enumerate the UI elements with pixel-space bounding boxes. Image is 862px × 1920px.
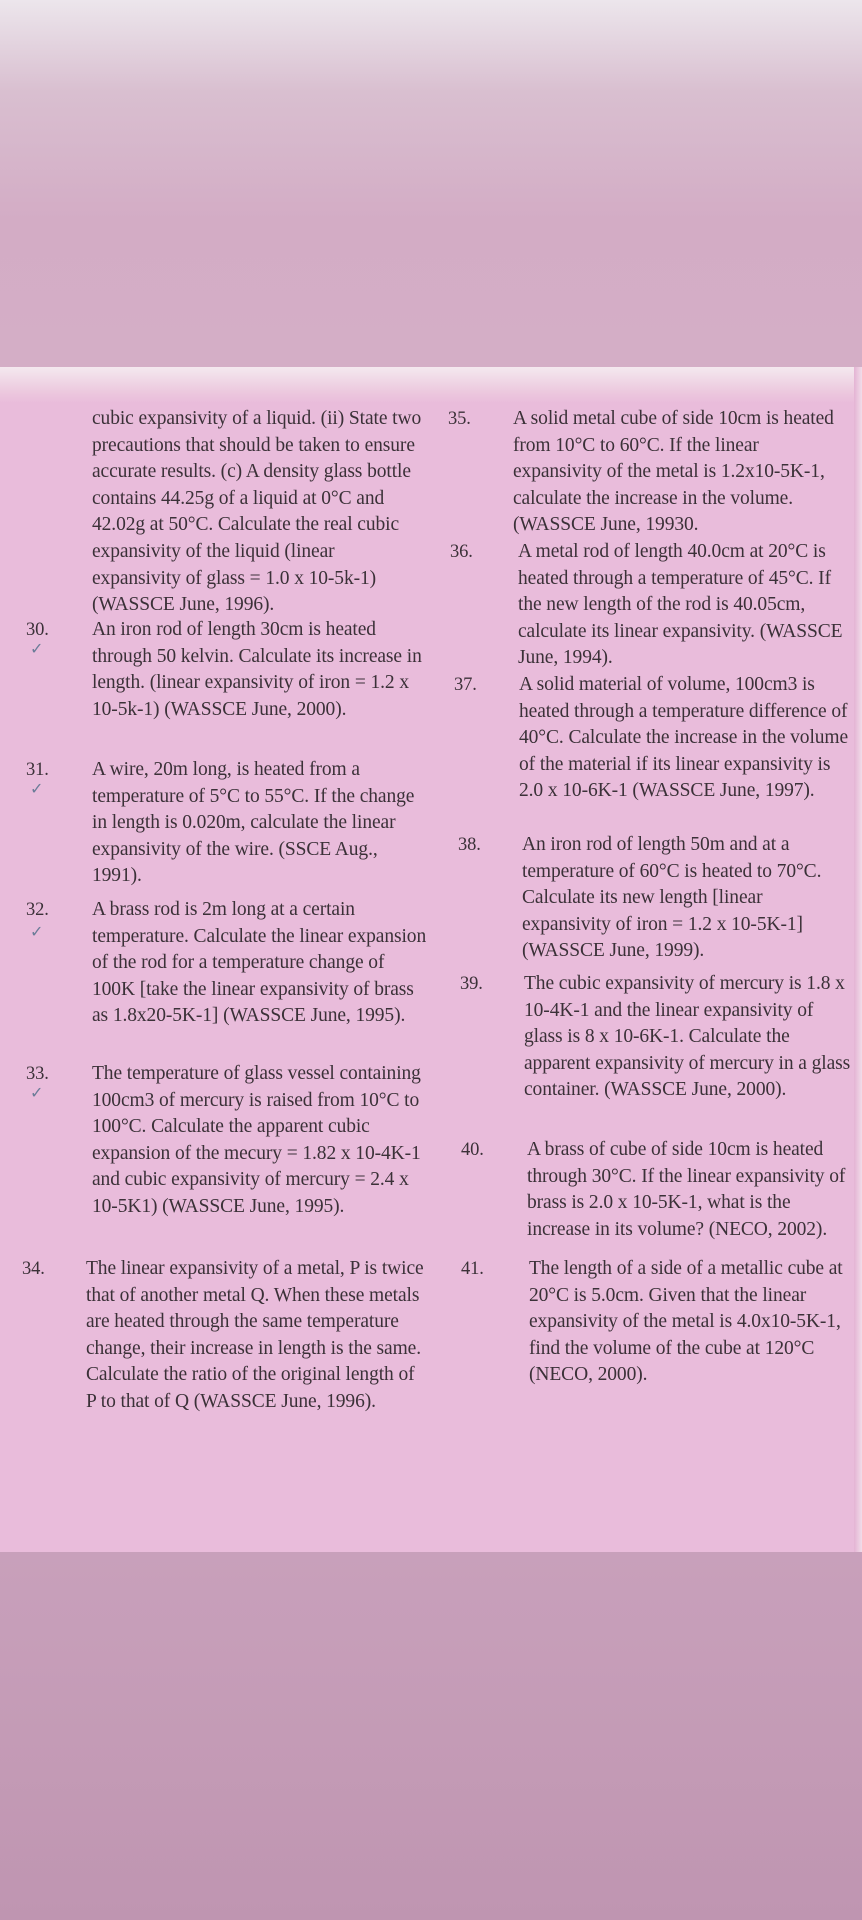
question-40: A brass of cube of side 10cm is heated through 30°C. If the linear expansivity of brass is 2.0 x 10-5K-1, what is the increase in its volume? (NECO, 2002). xyxy=(527,1139,846,1240)
page-top-edge xyxy=(0,367,862,403)
question-number: 33. xyxy=(26,1064,49,1084)
question-number: 30. xyxy=(26,620,49,640)
question-41: The length of a side of a metallic cube at 20°C is 5.0cm. Given that the linear expansivity of the metal is 4.0x10-5K-1, find the volume of the cube at 120°C (NECO, 2000). xyxy=(529,1258,843,1386)
question-number: 37. xyxy=(454,675,477,695)
question-34: The linear expansivity of a metal, P is twice that of another metal Q. When these metals are heated through the same temperature change, their increase in length is the same. Calculate the ratio of the original length of P to that of Q (WASSCE June, 1996). xyxy=(86,1258,424,1412)
pen-tick-mark: ✓ xyxy=(30,779,44,798)
pen-tick-mark: ✓ xyxy=(30,922,44,941)
pen-tick-mark: ✓ xyxy=(30,1083,44,1102)
pen-tick-mark: ✓ xyxy=(30,639,44,658)
blurred-background-top xyxy=(0,0,862,367)
question-number: 31. xyxy=(26,760,49,780)
question-31: A wire, 20m long, is heated from a temperature of 5°C to 55°C. If the change in length is 0.020m, calculate the linear expansivity of the wire. (SSCE Aug., 1991). xyxy=(92,759,415,887)
question-number: 40. xyxy=(461,1140,484,1160)
textbook-page xyxy=(0,367,862,1552)
question-36: A metal rod of length 40.0cm at 20°C is heated through a temperature of 45°C. If the new length of the rod is 40.05cm, calculate its linear expansivity. (WASSCE June, 1994). xyxy=(518,541,843,669)
question-39: The cubic expansivity of mercury is 1.8 x 10-4K-1 and the linear expansivity of glass is 8 x 10-6K-1. Calculate the apparent expansivity of mercury in a glass container. (WASSCE June, 2000). xyxy=(524,973,851,1101)
question-number: 41. xyxy=(461,1259,484,1279)
question-38: An iron rod of length 50m and at a temperature of 60°C is heated to 70°C. Calculate its new length [linear expansivity of iron = 1.2 x 10-5K-1] (WASSCE June, 1999). xyxy=(522,834,822,962)
question-37: A solid material of volume, 100cm3 is heated through a temperature difference of 40°C. Calculate the increase in the volume of the material if its linear expansivity is 2.0 x 10-6K-1 (WASSCE June, 1997). xyxy=(519,674,849,802)
question-number: 39. xyxy=(460,974,483,994)
question-33: The temperature of glass vessel containing 100cm3 of mercury is raised from 10°C to 100°C. Calculate the apparent cubic expansion of the mecury = 1.82 x 10-4K-1 and cubic expansivity of mercury = 2.4 x 10-5K1) (WASSCE June, 1995). xyxy=(92,1063,421,1217)
question-32: A brass rod is 2m long at a certain temperature. Calculate the linear expansion of the rod for a temperature change of 100K [take the linear expansivity of brass as 1.8x20-5K-1] (WASSCE June, 1995). xyxy=(92,899,427,1027)
continuation-text: cubic expansivity of a liquid. (ii) State two precautions that should be taken to ensure accurate results. (c) A density glass bottle contains 44.25g of a liquid at 0°C and 42.02g at 50°C. Calculate the real cubic expansivity of the liquid (linear expansivity of glass = 1.0 x 10-5k-1) (WASSCE June, 1996). xyxy=(92,408,422,616)
question-35: A solid metal cube of side 10cm is heated from 10°C to 60°C. If the linear expansivity of the metal is 1.2x10-5K-1, calculate the increase in the volume. (WASSCE June, 19930. xyxy=(513,408,834,536)
question-number: 35. xyxy=(448,409,471,429)
question-number: 34. xyxy=(22,1259,45,1279)
question-number: 38. xyxy=(458,835,481,855)
question-number: 32. xyxy=(26,900,49,920)
question-30: An iron rod of length 30cm is heated through 50 kelvin. Calculate its increase in length. (linear expansivity of iron = 1.2 x 10-5k-1) (WASSCE June, 2000). xyxy=(92,619,422,720)
question-number: 36. xyxy=(450,542,473,562)
blurred-background-bottom xyxy=(0,1552,862,1920)
